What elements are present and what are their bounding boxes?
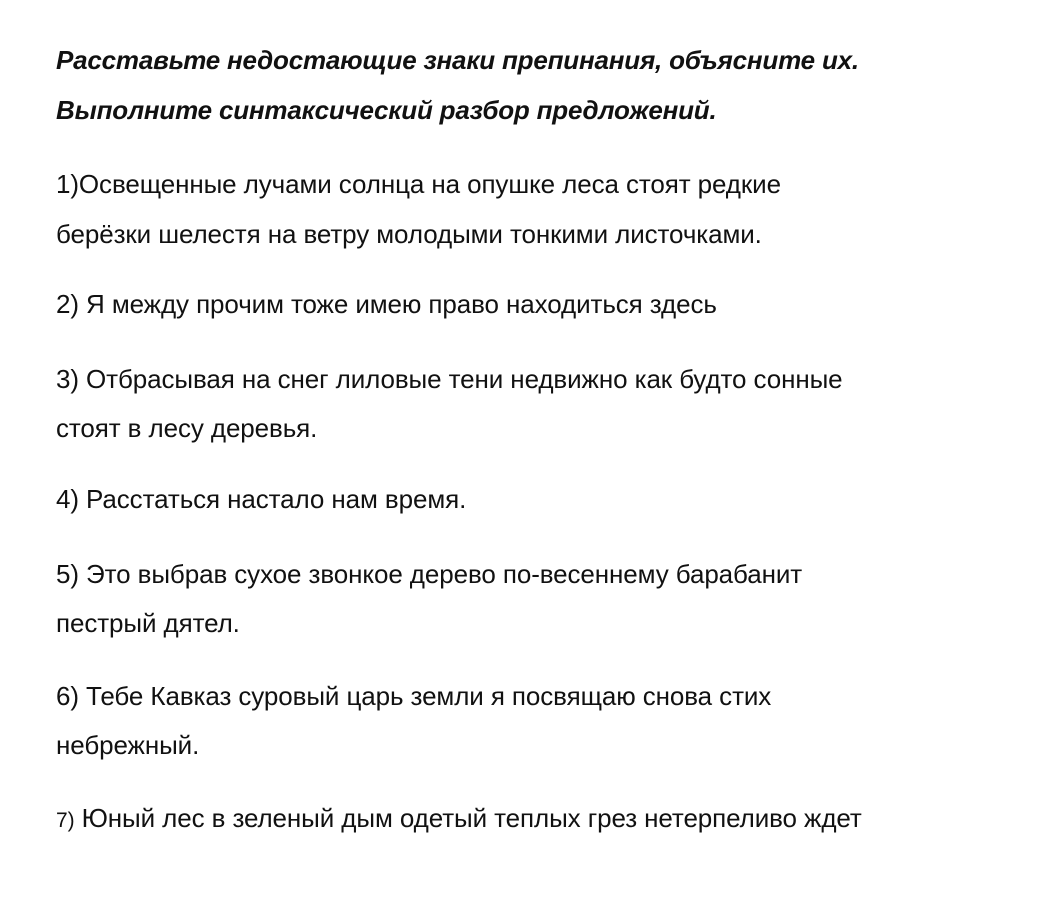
sentence-6-line-2: небрежный. bbox=[56, 730, 200, 760]
instruction-line-2: Выполните синтаксический разбор предложений. bbox=[56, 95, 717, 125]
sentence-7-line-1 bbox=[56, 802, 862, 837]
sentence-4-line-1: 4) Расстаться настало нам время. bbox=[56, 484, 467, 514]
sentence-2-line-1: 2) Я между прочим тоже имею право находиться здесь bbox=[56, 289, 717, 319]
sentence-5-line-2: пестрый дятел. bbox=[56, 608, 240, 638]
sentence-3-line-2: стоят в лесу деревья. bbox=[56, 413, 318, 443]
sentence-7-text: Юный лес в зеленый дым одетый теплых грез нетерпеливо ждет bbox=[74, 803, 862, 833]
sentence-3-line-1: 3) Отбрасывая на снег лиловые тени недвижно как будто сонные bbox=[56, 364, 843, 394]
sentence-7-number: 7) bbox=[56, 809, 75, 832]
sentence-1-line-1: 1)Освещенные лучами солнца на опушке леса стоят редкие bbox=[56, 169, 781, 199]
instruction-line-1: Расставьте недостающие знаки препинания, объясните их. bbox=[56, 45, 859, 75]
sentence-6-line-1: 6) Тебе Кавказ суровый царь земли я посвящаю снова стих bbox=[56, 681, 772, 711]
sentence-1-line-2: берёзки шелестя на ветру молодыми тонкими листочками. bbox=[56, 219, 762, 249]
sentence-5-line-1: 5) Это выбрав сухое звонкое дерево по-весеннему барабанит bbox=[56, 559, 803, 589]
